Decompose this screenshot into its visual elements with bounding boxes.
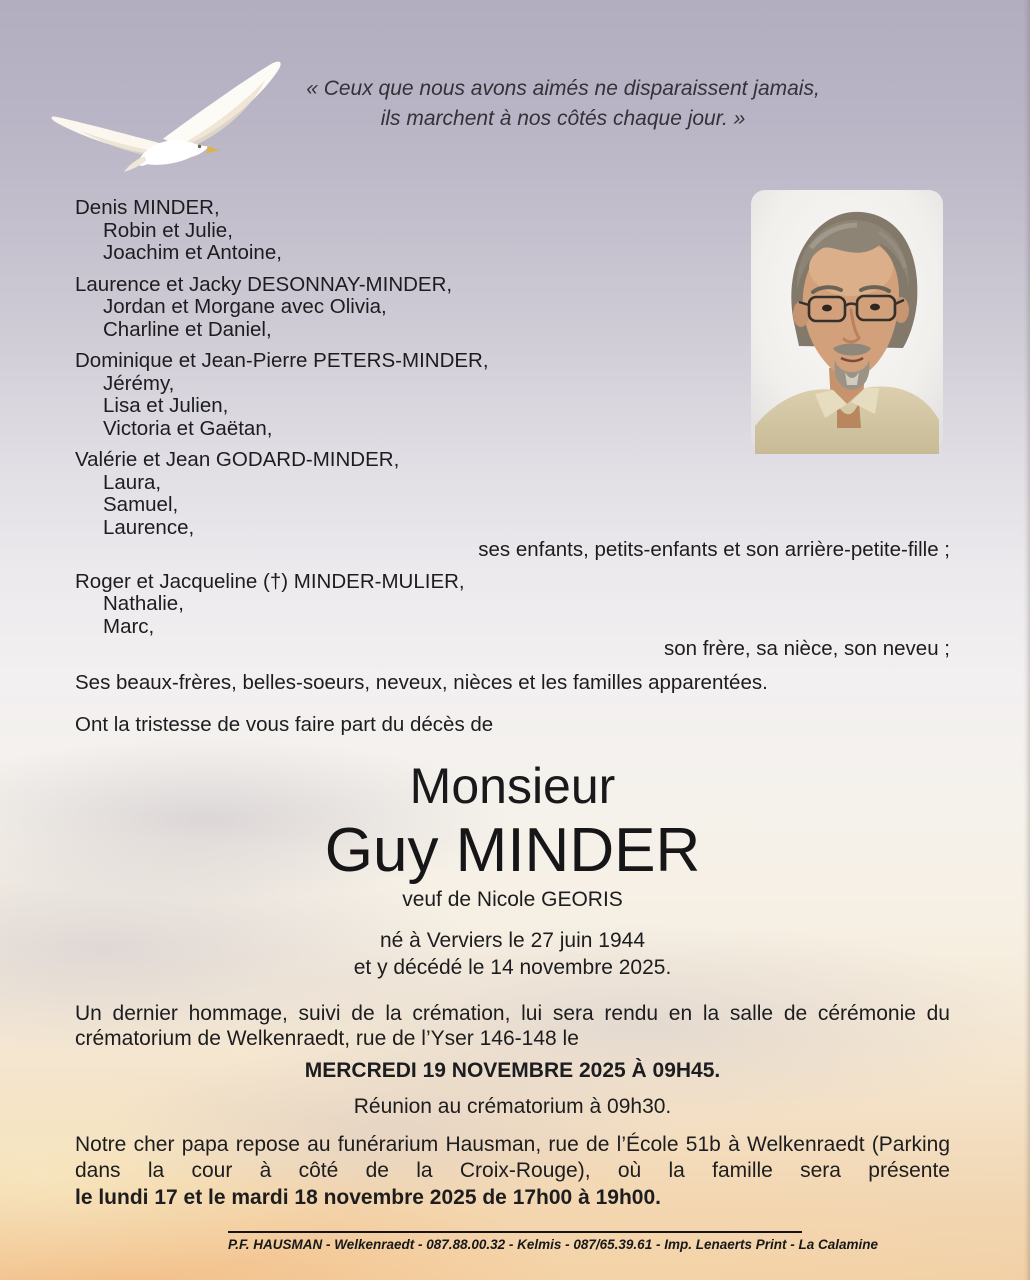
family-group <box>75 274 950 342</box>
announcement-body <box>75 197 950 1211</box>
quote-line-2: ils marchent à nos côtés chaque jour. » <box>380 107 746 130</box>
family-member: Laura, <box>103 470 162 494</box>
family-group <box>75 449 950 539</box>
memorial-quote <box>303 74 823 134</box>
dove-image <box>46 58 296 174</box>
family-head: Denis MINDER, <box>75 196 220 219</box>
family-group <box>75 350 950 440</box>
ceremony-paragraph: Un dernier hommage, suivi de la crémation, lui sera rendu en la salle de cérémonie du crématorium de Welkenraedt, rue de l’Yser 146-148 le <box>75 1001 950 1050</box>
ceremony-date-line: MERCREDI 19 NOVEMBRE 2025 À 09H45. <box>304 1058 721 1082</box>
family-member: Samuel, <box>103 493 179 516</box>
family-member: Marc, <box>103 614 155 638</box>
visitation-paragraph: Notre cher papa repose au funérarium Hausman, rue de l’École 51b à Welkenraedt (Parking dans la cour à côté de la Croix-Rouge), où la famille sera présente <box>75 1132 950 1182</box>
deceased-birth-line: né à Verviers le 27 juin 1944 <box>379 928 645 952</box>
visitation-hours-line: le lundi 17 et le mardi 18 novembre 2025 de 17h00 à 19h00. <box>75 1185 661 1209</box>
family-group <box>75 197 950 265</box>
family-member: Nathalie, <box>103 592 184 615</box>
deceased-name: Guy MINDER <box>324 815 701 885</box>
deceased-title: Monsieur <box>409 757 616 814</box>
family-member: Jérémy, <box>103 371 175 395</box>
deceased-death-line: et y décédé le 14 novembre 2025. <box>353 955 672 979</box>
family-member: Charline et Daniel, <box>103 317 272 341</box>
scan-edge-shadow <box>1023 0 1030 1280</box>
funeral-home-info: P.F. HAUSMAN - Welkenraedt - 087.88.00.32 - Kelmis - 087/65.39.61 - Imp. Lenaerts Print - La Calamine <box>228 1237 879 1252</box>
family-group <box>75 571 950 639</box>
family-head: Dominique et Jean-Pierre PETERS-MINDER, <box>75 349 489 372</box>
relation-line-siblings: son frère, sa nièce, son neveu ; <box>663 637 950 660</box>
family-member: Victoria et Gaëtan, <box>103 416 273 440</box>
extended-family-line: Ses beaux-frères, belles-soeurs, neveux, nièces et les familles apparentées. <box>75 670 768 694</box>
family-head: Roger et Jacqueline (†) MINDER-MULIER, <box>75 569 465 593</box>
family-member: Laurence, <box>103 515 195 539</box>
family-member: Lisa et Julien, <box>103 394 229 417</box>
ceremony-meeting-line: Réunion au crématorium à 09h30. <box>353 1094 672 1118</box>
family-member: Jordan et Morgane avec Olivia, <box>103 295 387 318</box>
family-member: Joachim et Antoine, <box>103 241 282 264</box>
family-head: Laurence et Jacky DESONNAY-MINDER, <box>75 272 453 296</box>
announcement-line: Ont la tristesse de vous faire part du décès de <box>75 713 494 736</box>
family-head: Valérie et Jean GODARD-MINDER, <box>75 448 400 471</box>
quote-line-1: « Ceux que nous avons aimés ne disparaissent jamais, <box>306 77 820 100</box>
family-member: Robin et Julie, <box>103 218 233 242</box>
relation-line-descendants: ses enfants, petits-enfants et son arrière-petite-fille ; <box>478 538 950 561</box>
deceased-marital-status: veuf de Nicole GEORIS <box>402 887 623 911</box>
funeral-home-footer <box>228 1231 879 1252</box>
